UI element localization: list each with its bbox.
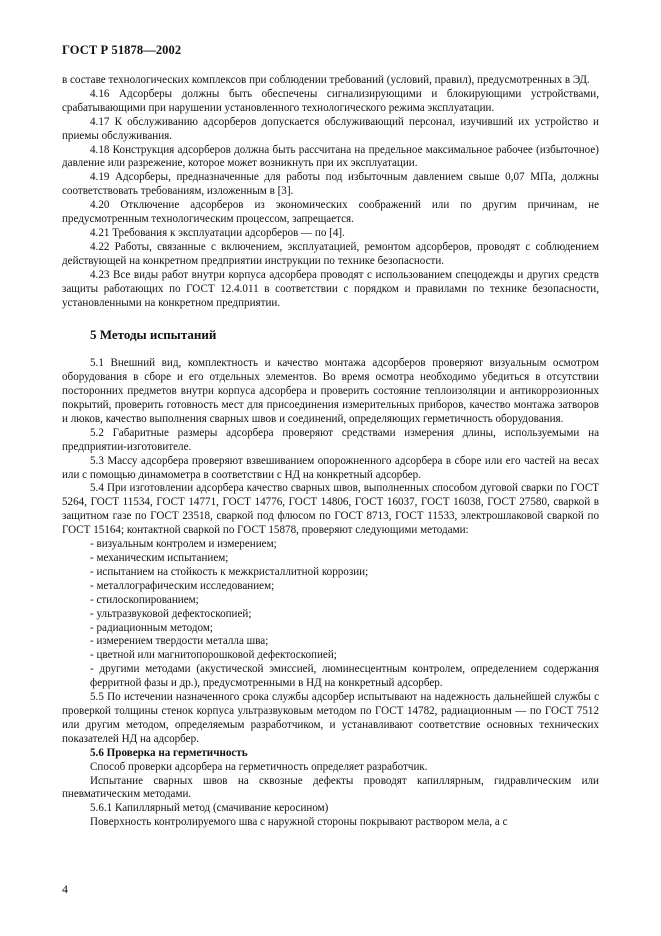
list-item: - ультразвуковой дефектоскопией; (90, 607, 252, 620)
paragraph: Испытание сварных швов на сквозные дефекты проводят капиллярным, гидравлическим или пневматическим методами. (62, 774, 599, 801)
paragraph-5-5: 5.5 По истечении назначенного срока службы адсорбер испытывают на надежность дальнейшей службы с проверкой толщины стенок корпуса ультразвуковым методом по ГОСТ 14782, радиационным — по ГОСТ 7512 или другим методом, определяемым разработчиком, и устанавливают соответствие основных технических показателей НД на адсорбер. (62, 691, 599, 745)
paragraph: Поверхность контролируемого шва с наружной стороны покрывают раствором мела, а с (90, 816, 508, 829)
page-number: 4 (62, 882, 68, 896)
paragraph-5-1: 5.1 Внешний вид, комплектность и качество монтажа адсорберов проверяют визуальным осмотром оборудования в сборе и его отдельных элементов. Во время осмотра необходимо убедиться в отсутствии посторонних предметов внутри корпуса адсорбера и проверить состояние теплоизоляции и антикоррозионных покрытий, проверить готовность мест для присоединения измерительных приборов, качество монтажа затворов и люков, качество выполнения сварных швов и соединений, определяющих герметичность оборудования. (62, 357, 599, 425)
paragraph-4-23: 4.23 Все виды работ внутри корпуса адсорбера проводят с использованием спецодежды и других средств защиты работающих по ГОСТ 12.4.011 в соответствии с порядком и правилами по технике безопасности, установленными на конкретном предприятии. (62, 268, 599, 309)
paragraph-4-19: 4.19 Адсорберы, предназначенные для работы под избыточным давлением свыше 0,07 МПа, должны соответствовать требованиям, изложенным в [3]. (62, 171, 599, 198)
paragraph-5-2: 5.2 Габаритные размеры адсорбера проверяют средствами измерения длины, используемыми на предприятии-изготовителе. (62, 426, 599, 453)
paragraph-4-18: 4.18 Конструкция адсорберов должна быть рассчитана на предельное максимальное рабочее (избыточное) давление или разрежение, которое может возникнуть при их эксплуатации. (62, 143, 599, 170)
list-item: - радиационным методом; (90, 621, 213, 634)
paragraph: в составе технологических комплексов при соблюдении требований (условий, правил), предусмотренных в ЭД. (62, 74, 590, 86)
list-item: - измерением твердости металла шва; (90, 635, 269, 648)
paragraph-5-4: 5.4 При изготовлении адсорбера качество сварных швов, выполненных способом дуговой сварки по ГОСТ 5264, ГОСТ 11534, ГОСТ 14771, ГОСТ 14776, ГОСТ 14806, ГОСТ 16037, ГОСТ 16038, ГОСТ 27580, сваркой в защитном газе по ГОСТ 23518, сваркой под флюсом по ГОСТ 8713, ГОСТ 11533, электрошлаковой сваркой по ГОСТ 15164; контактной сваркой по ГОСТ 15878, проверяют следующими методами: (62, 482, 599, 537)
document-body (62, 74, 599, 830)
methods-list (62, 538, 599, 691)
paragraph-4-21: 4.21 Требования к эксплуатации адсорберов — по [4]. (90, 226, 345, 239)
list-item: - стилоскопированием; (90, 593, 199, 606)
paragraph-5-3: 5.3 Массу адсорбера проверяют взвешиванием опорожненного адсорбера в сборе или его частей на весах или с помощью динамометра в соответствии с НД на конкретный адсорбер. (62, 454, 599, 481)
paragraph-5-6-1: 5.6.1 Капиллярный метод (смачивание керосином) (90, 802, 329, 815)
list-item: - испытанием на стойкость к межкристаллитной коррозии; (90, 565, 369, 578)
paragraph-4-20: 4.20 Отключение адсорберов из экономических соображений или по другим причинам, не предусмотренным технологическим процессом, запрещается. (62, 199, 599, 226)
paragraph-4-17: 4.17 К обслуживанию адсорберов допускается обслуживающий персонал, изучивший их устройство и приемы обслуживания. (62, 115, 599, 142)
paragraph-4-16: 4.16 Адсорберы должны быть обеспечены сигнализирующими и блокирующими устройствами, срабатывающими при нарушении установленного технологического режима эксплуатации. (62, 87, 599, 114)
document-header: ГОСТ Р 51878—2002 (62, 43, 182, 57)
list-item: - другими методами (акустической эмиссией, люминесцентным контролем, определением содержания ферритной фазы и др.), предусмотренными в НД на конкретный адсорбер. (90, 663, 599, 690)
list-item: - металлографическим исследованием; (90, 579, 275, 592)
subsection-title: 5.6 Проверка на герметичность (90, 746, 248, 759)
list-item: - цветной или магнитопорошковой дефектоскопией; (90, 649, 337, 662)
list-item: - механическим испытанием; (90, 552, 229, 564)
paragraph-4-22: 4.22 Работы, связанные с включением, эксплуатацией, ремонтом адсорберов, проводят с соблюдением действующей на конкретном предприятии инструкции по технике безопасности. (62, 240, 599, 267)
paragraph: Способ проверки адсорбера на герметичность определяет разработчик. (90, 760, 428, 773)
list-item: - визуальным контролем и измерением; (90, 538, 277, 551)
section-title: 5 Методы испытаний (90, 327, 217, 343)
